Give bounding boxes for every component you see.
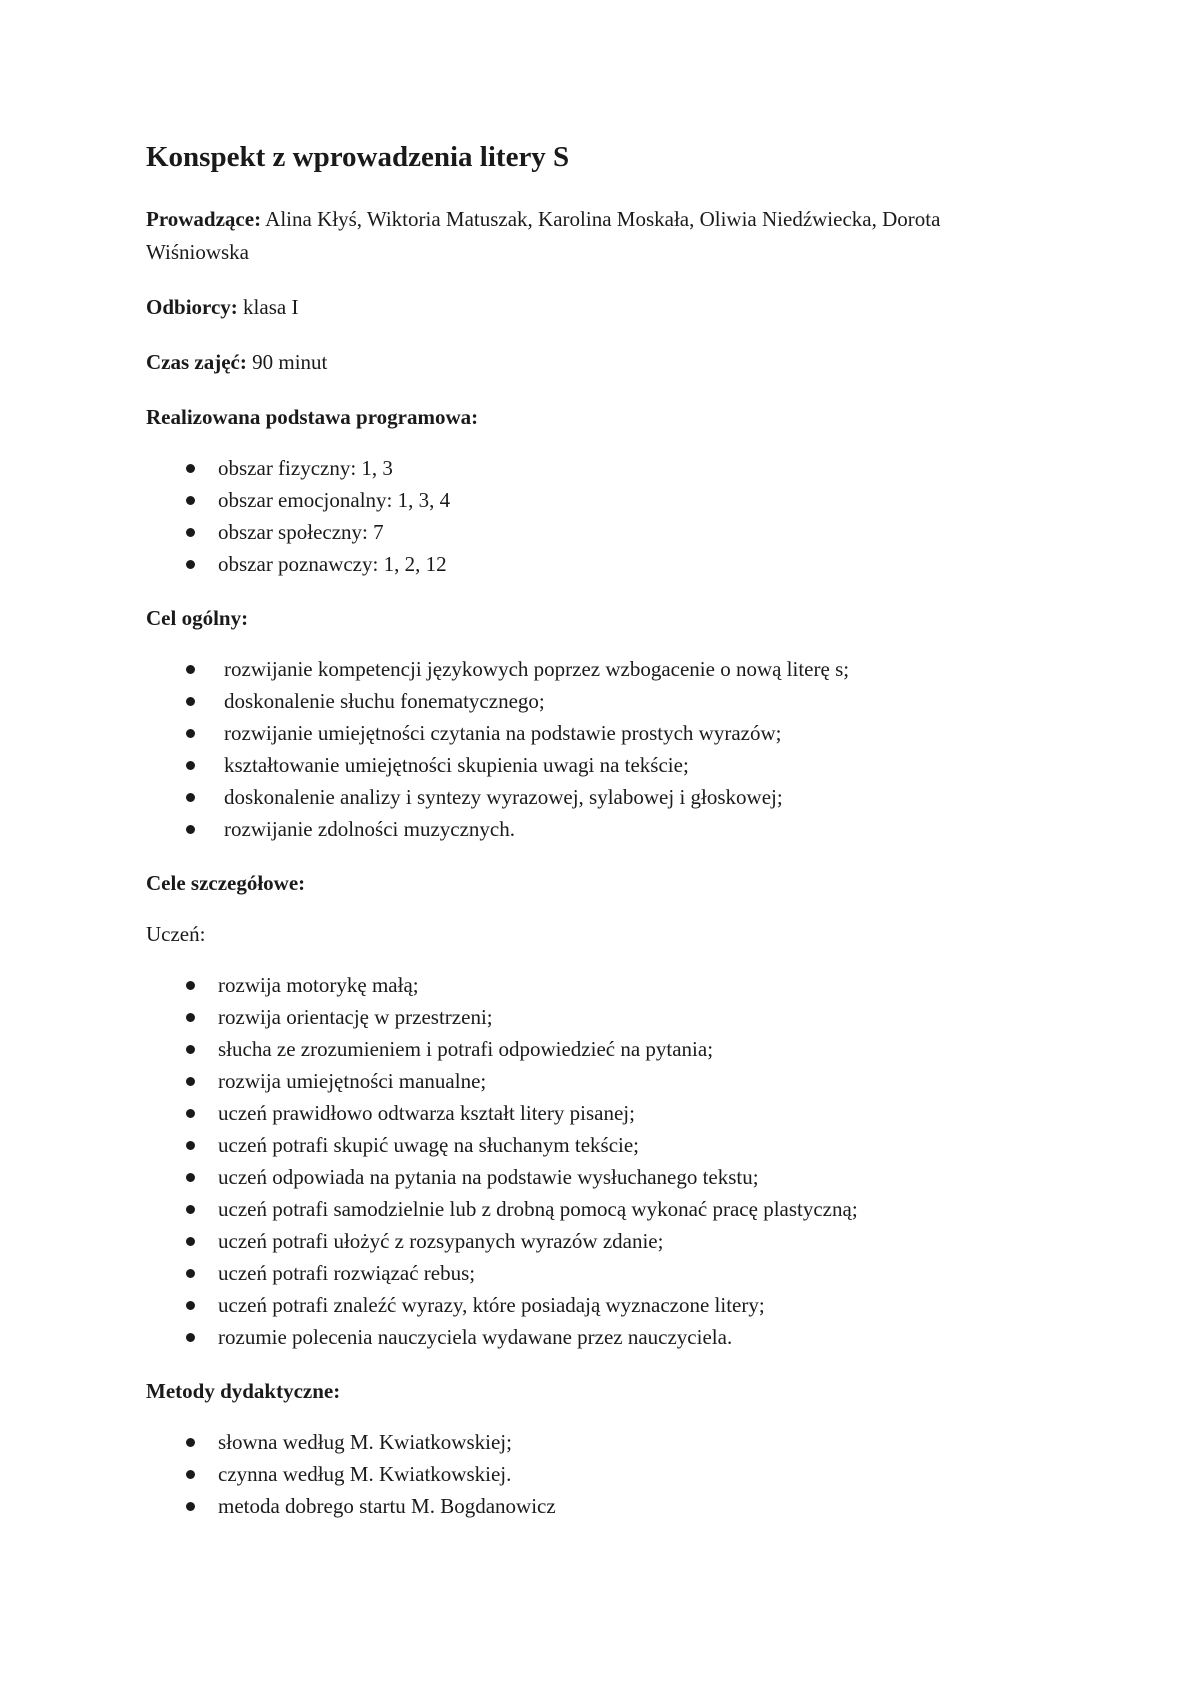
list-item-text: obszar fizyczny: 1, 3 [218, 455, 393, 480]
list-item [146, 1321, 1046, 1353]
bullet-icon [186, 1333, 195, 1342]
bullet-icon [186, 729, 195, 738]
list-item-text: uczeń potrafi samodzielnie lub z drobną pomocą wykonać pracę plastyczną; [218, 1196, 858, 1221]
bullet-icon [186, 665, 195, 674]
bullet-icon [186, 1173, 195, 1182]
bullet-icon [186, 1502, 195, 1511]
list-item [146, 452, 1046, 484]
list-item-text: obszar poznawczy: 1, 2, 12 [218, 551, 447, 576]
list-item-text: słowna według M. Kwiatkowskiej; [218, 1429, 512, 1454]
czas-label: Czas zajęć: [146, 349, 247, 374]
list-item-text: uczeń potrafi skupić uwagę na słuchanym tekście; [218, 1132, 640, 1157]
list-item [146, 1001, 1046, 1033]
odbiorcy-value: klasa I [243, 294, 299, 319]
list-item-text: metoda dobrego startu M. Bogdanowicz [218, 1493, 556, 1518]
bullet-icon [186, 1109, 195, 1118]
metody-heading: Metody dydaktyczne: [146, 1378, 341, 1403]
metody-list [146, 1426, 1046, 1522]
prowadzace-value: Alina Kłyś, Wiktoria Matuszak, Karolina Moskała, Oliwia Niedźwiecka, Dorota Wiśniowska [146, 206, 941, 264]
list-item-text: rozwijanie zdolności muzycznych. [224, 816, 515, 841]
cel-ogolny-heading: Cel ogólny: [146, 605, 249, 630]
list-item-text: obszar emocjonalny: 1, 3, 4 [218, 487, 451, 512]
odbiorcy-line [146, 291, 1046, 324]
list-item-text: rozwija orientację w przestrzeni; [218, 1004, 493, 1029]
list-item [146, 1193, 1046, 1225]
list-item [146, 1065, 1046, 1097]
bullet-icon [186, 464, 195, 473]
bullet-icon [186, 761, 195, 770]
list-item [146, 685, 1046, 717]
bullet-icon [186, 825, 195, 834]
list-item [146, 1257, 1046, 1289]
bullet-icon [186, 1438, 195, 1447]
list-item-text: uczeń potrafi rozwiązać rebus; [218, 1260, 476, 1285]
bullet-icon [186, 496, 195, 505]
bullet-icon [186, 528, 195, 537]
odbiorcy-label: Odbiorcy: [146, 294, 238, 319]
list-item [146, 1289, 1046, 1321]
list-item [146, 548, 1046, 580]
list-item [146, 749, 1046, 781]
document-title: Konspekt z wprowadzenia litery S [146, 141, 570, 173]
bullet-icon [186, 1141, 195, 1150]
list-item-text: rozwijanie kompetencji językowych poprzez wzbogacenie o nową literę s; [224, 656, 850, 681]
list-item [146, 653, 1046, 685]
list-item-text: rozwija umiejętności manualne; [218, 1068, 487, 1093]
bullet-icon [186, 1013, 195, 1022]
list-item-text: doskonalenie analizy i syntezy wyrazowej, sylabowej i głoskowej; [224, 784, 783, 809]
list-item [146, 1490, 1046, 1522]
list-item-text: czynna według M. Kwiatkowskiej. [218, 1461, 512, 1486]
bullet-icon [186, 981, 195, 990]
list-item-text: uczeń odpowiada na pytania na podstawie wysłuchanego tekstu; [218, 1164, 759, 1189]
cele-szczegolowe-heading: Cele szczegółowe: [146, 870, 306, 895]
list-item-text: słucha ze zrozumieniem i potrafi odpowiedzieć na pytania; [218, 1036, 714, 1061]
list-item-text: uczeń potrafi ułożyć z rozsypanych wyrazów zdanie; [218, 1228, 664, 1253]
list-item [146, 969, 1046, 1001]
podstawa-heading: Realizowana podstawa programowa: [146, 404, 479, 429]
list-item [146, 516, 1046, 548]
list-item [146, 1097, 1046, 1129]
bullet-icon [186, 1269, 195, 1278]
list-item [146, 781, 1046, 813]
list-item-text: rozwijanie umiejętności czytania na podstawie prostych wyrazów; [224, 720, 782, 745]
list-item-text: doskonalenie słuchu fonematycznego; [224, 688, 545, 713]
cele-szczegolowe-intro: Uczeń: [146, 921, 206, 946]
bullet-icon [186, 1205, 195, 1214]
prowadzace-line [146, 203, 1046, 269]
list-item [146, 484, 1046, 516]
bullet-icon [186, 1470, 195, 1479]
document-page [146, 140, 1046, 1544]
cele-szczegolowe-list [146, 969, 1046, 1353]
list-item [146, 1426, 1046, 1458]
bullet-icon [186, 1237, 195, 1246]
list-item [146, 1129, 1046, 1161]
list-item-text: uczeń potrafi znaleźć wyrazy, które posiadają wyznaczone litery; [218, 1292, 765, 1317]
list-item [146, 717, 1046, 749]
list-item [146, 1225, 1046, 1257]
czas-line [146, 346, 1046, 379]
prowadzace-label: Prowadzące: [146, 206, 262, 231]
bullet-icon [186, 793, 195, 802]
list-item-text: rozumie polecenia nauczyciela wydawane przez nauczyciela. [218, 1324, 733, 1349]
list-item [146, 1033, 1046, 1065]
podstawa-list [146, 452, 1046, 580]
list-item-text: kształtowanie umiejętności skupienia uwagi na tekście; [224, 752, 689, 777]
bullet-icon [186, 1045, 195, 1054]
list-item-text: uczeń prawidłowo odtwarza kształt litery pisanej; [218, 1100, 635, 1125]
bullet-icon [186, 560, 195, 569]
bullet-icon [186, 1077, 195, 1086]
bullet-icon [186, 1301, 195, 1310]
list-item [146, 1458, 1046, 1490]
bullet-icon [186, 697, 195, 706]
list-item-text: rozwija motorykę małą; [218, 972, 419, 997]
list-item-text: obszar społeczny: 7 [218, 519, 384, 544]
list-item [146, 813, 1046, 845]
cel-ogolny-list [146, 653, 1046, 845]
czas-value: 90 minut [252, 349, 328, 374]
list-item [146, 1161, 1046, 1193]
